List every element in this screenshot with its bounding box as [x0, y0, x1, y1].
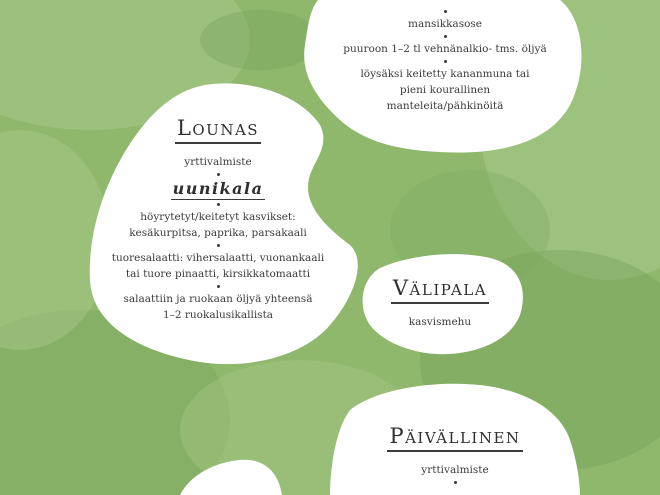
bottom-left-blob — [180, 460, 282, 495]
lunch-item: tuoresalaatti: vihersalaatti, vuonankaali — [111, 252, 325, 264]
snack-title: Välipala — [391, 276, 489, 304]
breakfast-item: mansikkasose — [407, 18, 483, 30]
lunch-item: yrttivalmiste — [184, 156, 252, 168]
bullet-dot — [217, 244, 220, 247]
snack-item: kasvismehu — [408, 316, 472, 328]
breakfast-item: pieni kourallinen — [399, 84, 491, 96]
lunch-highlight: uunikala — [172, 179, 264, 198]
dinner-section — [355, 424, 555, 487]
lunch-item: 1–2 ruokalusikallista — [162, 309, 274, 321]
breakfast-item: puuroon 1–2 tl vehnänalkio- tms. öljyä — [343, 43, 547, 55]
bullet-dot — [454, 481, 457, 484]
bullet-dot — [444, 35, 447, 38]
lunch-item: höyrytetyt/keitetyt kasvikset: — [140, 211, 296, 223]
breakfast-item: manteleita/pähkinöitä — [386, 100, 504, 112]
bullet-dot — [444, 60, 447, 63]
breakfast-item: löysäksi keitetty kananmuna tai — [360, 68, 530, 80]
lunch-section — [98, 116, 338, 323]
lunch-item: kesäkurpitsa, paprika, parsakaali — [129, 227, 307, 239]
dinner-item: yrttivalmiste — [421, 464, 489, 476]
breakfast-section — [330, 10, 560, 114]
lunch-item: salaattiin ja ruokaan öljyä yhteensä — [123, 293, 313, 305]
dinner-title: Päivällinen — [387, 424, 522, 452]
snack-section — [370, 276, 510, 330]
lunch-title: Lounas — [175, 116, 261, 144]
lunch-item: tai tuore pinaatti, kirsikkatomaatti — [125, 268, 311, 280]
bullet-dot — [217, 173, 220, 176]
bullet-dot — [444, 10, 447, 13]
bullet-dot — [217, 285, 220, 288]
bullet-dot — [217, 203, 220, 206]
